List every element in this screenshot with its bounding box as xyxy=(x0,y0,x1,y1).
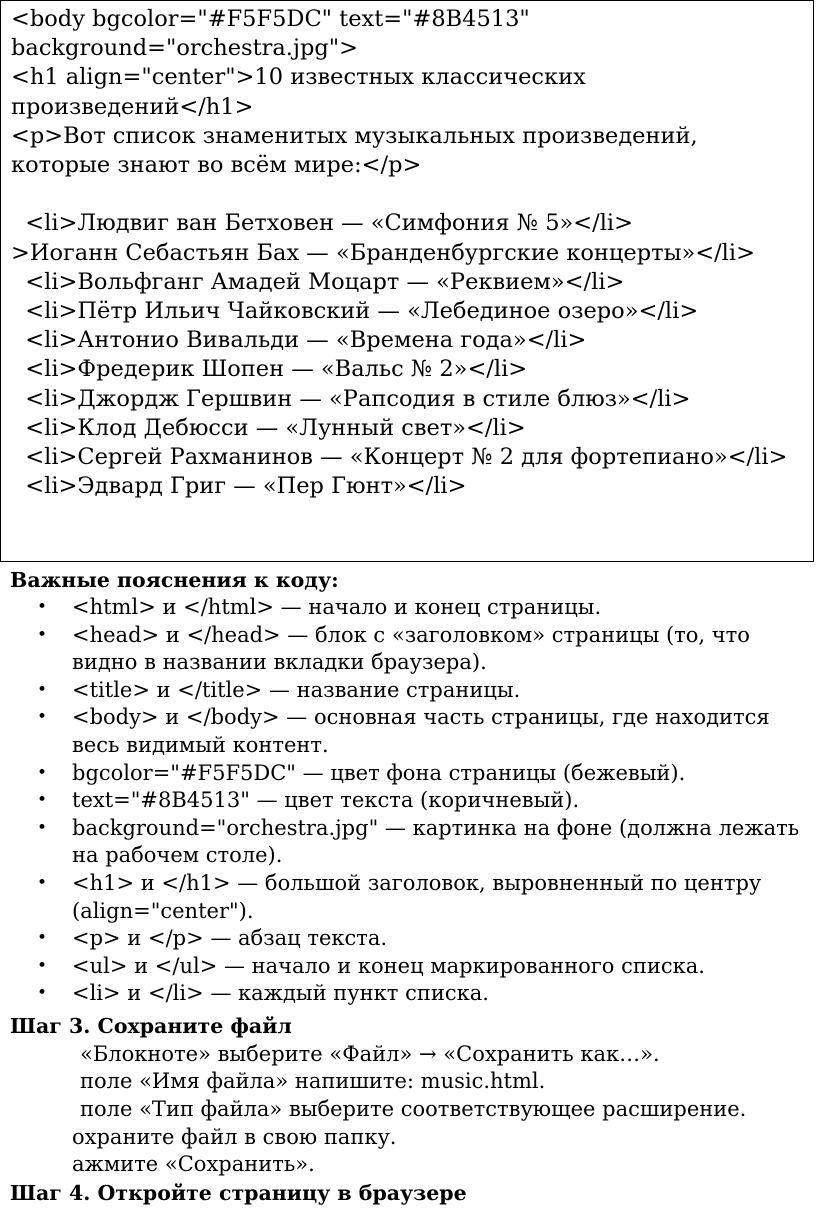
code-line: которые знают во всём мире:</p> xyxy=(11,152,422,179)
code-line: <li>Фредерик Шопен — «Вальс № 2»</li> xyxy=(11,356,528,383)
code-line: <body bgcolor="#F5F5DC" text="#8B4513" xyxy=(11,6,530,32)
code-line: <li>Антонио Вивальди — «Времена года»</li> xyxy=(11,327,587,354)
notes-heading: Важные пояснения к коду: xyxy=(10,568,339,592)
code-line: >Иоганн Себастьян Бах — «Бранденбургские концерты»</li> xyxy=(11,239,755,266)
code-line: <li>Вольфганг Амадей Моцарт — «Реквием»</li> xyxy=(11,268,625,295)
notes-list-item: • text="#8B4513" — цвет текста (коричневый). xyxy=(0,787,800,815)
code-line: <li>Людвиг ван Бетховен — «Симфония № 5»</li> xyxy=(11,210,633,237)
code-line: <li>Джордж Гершвин — «Рапсодия в стиле блюз»</li> xyxy=(11,385,691,412)
code-line: background="orchestra.jpg"> xyxy=(11,35,358,62)
code-line: <li>Эдвард Григ — «Пер Гюнт»</li> xyxy=(11,473,467,500)
code-line: <h1 align="center">10 известных классических xyxy=(11,64,586,91)
step3-line: поле «Тип файла» выберите соответствующее расширение. xyxy=(80,1097,747,1121)
code-line: <p>Вот список знаменитых музыкальных произведений, xyxy=(11,122,698,149)
notes-list-item: • background="orchestra.jpg" — картинка на фоне (должна лежать на рабочем столе). xyxy=(0,815,800,870)
notes-list-item: • <title> и </title> — название страницы. xyxy=(0,677,800,705)
step3-line: охраните файл в свою папку. xyxy=(72,1125,397,1149)
step3-line: поле «Имя файла» напишите: music.html. xyxy=(80,1069,546,1093)
notes-list-item: • <html> и </html> — начало и конец страницы. xyxy=(0,594,800,622)
notes-list xyxy=(0,594,800,1008)
step3-heading: Шаг 3. Сохраните файл xyxy=(10,1014,292,1038)
step3-line: ажмите «Сохранить». xyxy=(72,1152,315,1176)
code-line-blank xyxy=(11,180,813,209)
notes-list-item: • <p> и </p> — абзац текста. xyxy=(0,925,800,953)
html-code-box xyxy=(0,0,814,562)
step3-line: «Блокноте» выберите «Файл» → «Сохранить как…». xyxy=(80,1042,660,1066)
notes-list-item: • <ul> и </ul> — начало и конец маркированного списка. xyxy=(0,953,800,981)
notes-list-item: • <h1> и </h1> — большой заголовок, выровненный по центру (align="center"). xyxy=(0,870,800,925)
notes-list-item: • bgcolor="#F5F5DC" — цвет фона страницы (бежевый). xyxy=(0,760,800,788)
code-line: <li>Клод Дебюсси — «Лунный свет»</li> xyxy=(11,414,526,441)
notes-list-item: • <head> и </head> — блок с «заголовком» страницы (то, что видно в названии вкладки браузера). xyxy=(0,622,800,677)
code-line: <li>Сергей Рахманинов — «Концерт № 2 для фортепиано»</li> xyxy=(11,444,788,471)
notes-list-item: • <li> и </li> — каждый пункт списка. xyxy=(0,980,800,1008)
step4-heading: Шаг 4. Откройте страницу в браузере xyxy=(10,1181,467,1205)
code-line: <li>Пётр Ильич Чайковский — «Лебединое озеро»</li> xyxy=(11,298,699,325)
code-line: произведений</h1> xyxy=(11,93,254,120)
notes-list-item: • <body> и </body> — основная часть страницы, где находится весь видимый контент. xyxy=(0,704,800,759)
